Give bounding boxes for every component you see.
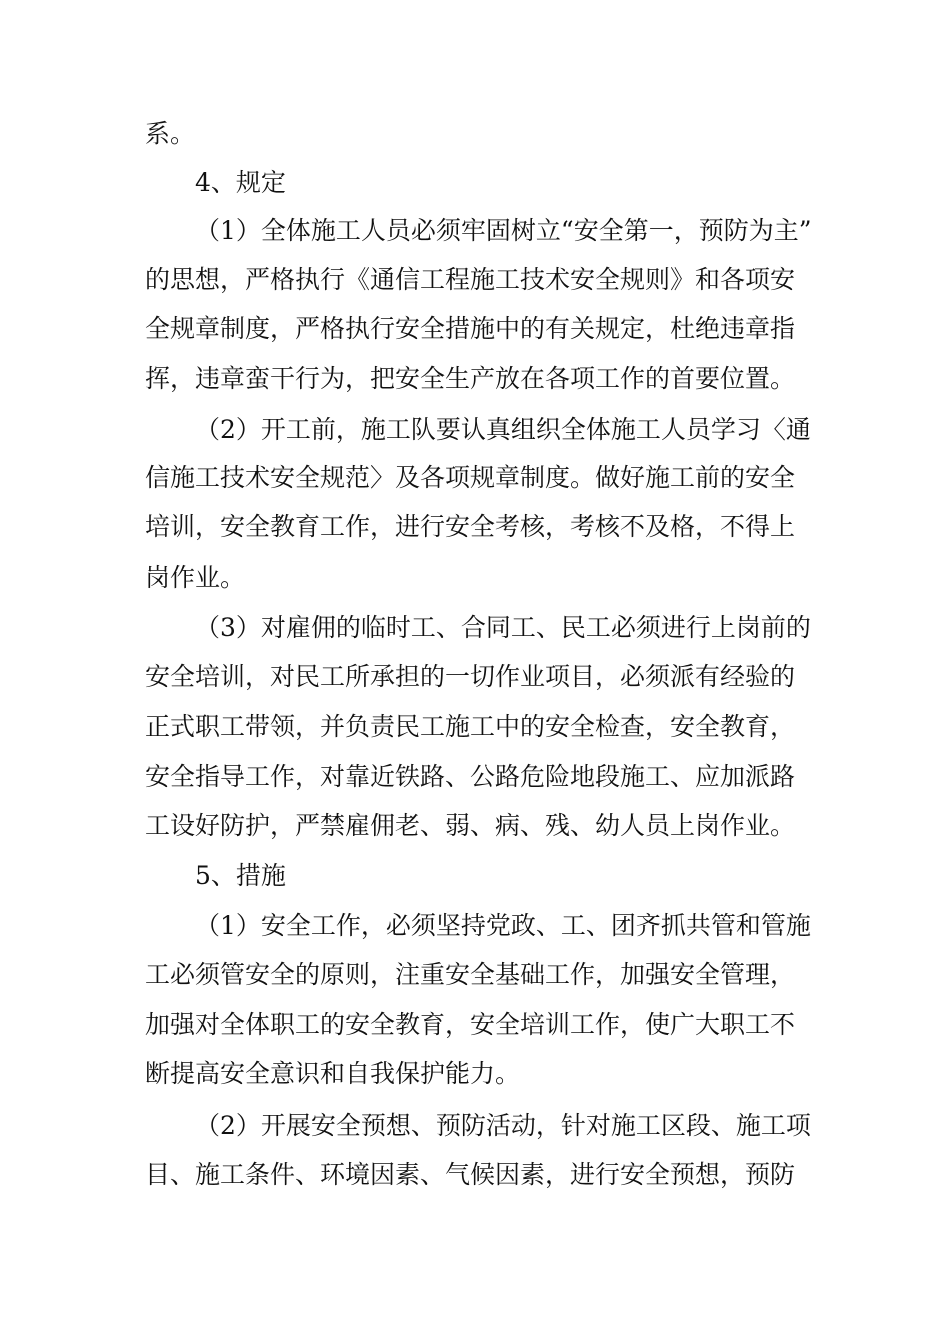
text-line: 目、施工条件、环境因素、气候因素，进行安全预想，预防 — [145, 1160, 796, 1189]
text-line: 工设好防护，严禁雇佣老、弱、病、残、幼人员上岗作业。 — [145, 811, 796, 840]
section-heading: 5、措施 — [195, 861, 286, 890]
section-heading: 4、规定 — [195, 168, 286, 197]
text-line: 正式职工带领，并负责民工施工中的安全检查，安全教育， — [145, 712, 796, 741]
text-line: 挥，违章蛮干行为，把安全生产放在各项工作的首要位置。 — [145, 364, 796, 393]
text-line: 工必须管安全的原则，注重安全基础工作，加强安全管理， — [145, 960, 796, 989]
text-line: （1）全体施工人员必须牢固树立“安全第一，预防为主” — [195, 216, 812, 245]
text-line: 培训，安全教育工作，进行安全考核，考核不及格，不得上 — [145, 512, 796, 541]
text-line: 岗作业。 — [145, 563, 246, 592]
text-line: （2）开工前，施工队要认真组织全体施工人员学习〈通 — [195, 415, 811, 444]
text-line: 断提高安全意识和自我保护能力。 — [145, 1059, 521, 1088]
text-line: 信施工技术安全规范〉及各项规章制度。做好施工前的安全 — [145, 463, 796, 492]
text-line: 全规章制度，严格执行安全措施中的有关规定，杜绝违章指 — [145, 314, 796, 343]
text-line: （1）安全工作，必须坚持党政、工、团齐抓共管和管施 — [195, 911, 811, 940]
text-line: 系。 — [145, 119, 196, 148]
text-line: 的思想，严格执行《通信工程施工技术安全规则》和各项安 — [145, 265, 796, 294]
text-line: （2）开展安全预想、预防活动，针对施工区段、施工项 — [195, 1111, 811, 1140]
text-line: 安全培训，对民工所承担的一切作业项目，必须派有经验的 — [145, 662, 796, 691]
text-line: 加强对全体职工的安全教育，安全培训工作，使广大职工不 — [145, 1010, 796, 1039]
text-line: 安全指导工作，对靠近铁路、公路危险地段施工、应加派路 — [145, 762, 796, 791]
text-line: （3）对雇佣的临时工、合同工、民工必须进行上岗前的 — [195, 613, 811, 642]
